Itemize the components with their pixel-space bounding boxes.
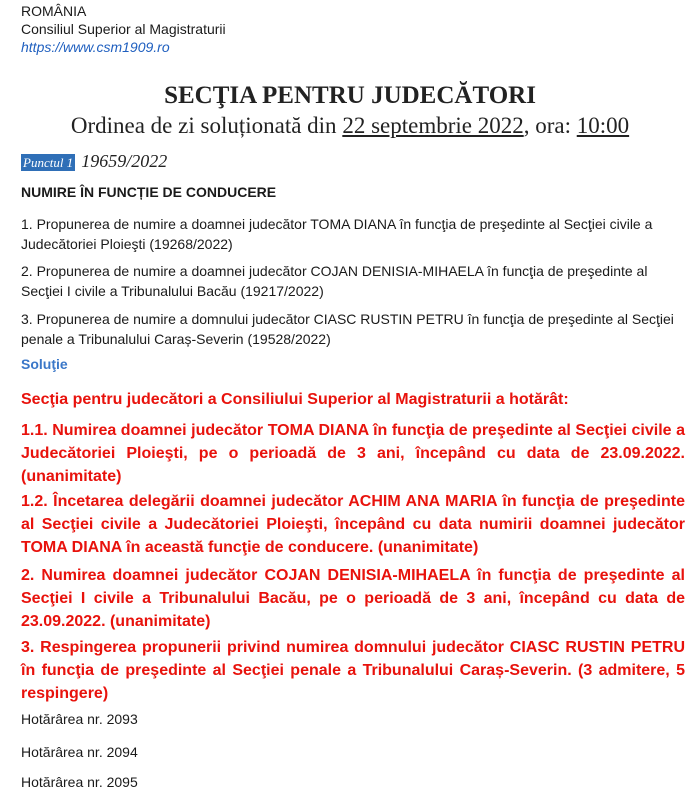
decision-item: 2. Numirea doamnei judecător COJAN DENISIA-MIHAELA în funcţia de preşedinte al Secţiei I civile a Tribunalului Bacău, pe o perioadă de 3 ani, începând cu data de 23.09.2022. (unanimitate) — [21, 567, 685, 630]
decision-item: 1.2. Încetarea delegării doamnei judecător ACHIM ANA MARIA în funcţia de preşedinte al Secţiei civile a Judecătoriei Ploieşti, începând cu data numirii doamnei judecător TOMA DIANA în această funcţie de conducere. (unanimitate) — [21, 493, 685, 556]
country-name: ROMÂNIA — [21, 3, 87, 19]
subtitle-prefix: Ordinea de zi soluționată din — [70, 113, 343, 138]
punct-number: 19659/2022 — [81, 151, 168, 171]
agenda-subtitle — [0, 113, 700, 139]
solution-label: Soluţie — [21, 356, 68, 372]
decision-item: 3. Respingerea propunerii privind numirea domnului judecător CIASC RUSTIN PETRU în funcţia de preşedinte al Secţiei penale a Tribunalului Caraș-Severin. (3 admitere, 5 respingere) — [21, 639, 685, 702]
website-link[interactable]: https://www.csm1909.ro — [21, 39, 170, 55]
subtitle-middle: , ora: — [523, 113, 577, 138]
section-heading: NUMIRE ÎN FUNCȚIE DE CONDUCERE — [21, 184, 277, 200]
ruling-number: Hotărârea nr. 2093 — [21, 711, 138, 727]
ruling-number: Hotărârea nr. 2095 — [21, 774, 138, 790]
proposal-item: 3. Propunerea de numire a domnului judecător CIASC RUSTIN PETRU în funcţia de preşedinte al Secţiei penale a Tribunalului Caraș-Severin (19528/2022) — [21, 311, 674, 347]
document-header — [21, 2, 226, 56]
proposal-item: 2. Propunerea de numire a doamnei judecător COJAN DENISIA-MIHAELA în funcţia de preşedinte al Secţiei I civile a Tribunalului Bacău (19217/2022) — [21, 263, 648, 299]
institution-name: Consiliul Superior al Magistraturii — [21, 21, 226, 37]
proposal-item: 1. Propunerea de numire a doamnei judecător TOMA DIANA în funcţia de preşedinte al Secţiei civile a Judecătoriei Ploieşti (19268/2022) — [21, 216, 653, 252]
agenda-time: 10:00 — [576, 113, 630, 138]
decision-item: 1.1. Numirea doamnei judecător TOMA DIANA în funcţia de preşedinte al Secţiei civile a Judecătoriei Ploieşti, pe o perioadă de 3 ani, începând cu data de 23.09.2022. (unanimitate) — [21, 422, 685, 485]
page-title: SECŢIA PENTRU JUDECĂTORI — [164, 82, 536, 109]
decision-intro: Secţia pentru judecători a Consiliului Superior al Magistraturii a hotărât: — [21, 391, 569, 408]
punct-label: Punctul 1 — [23, 155, 74, 170]
ruling-number: Hotărârea nr. 2094 — [21, 744, 138, 760]
agenda-item-header — [21, 151, 167, 172]
agenda-date: 22 septembrie 2022 — [342, 113, 524, 138]
